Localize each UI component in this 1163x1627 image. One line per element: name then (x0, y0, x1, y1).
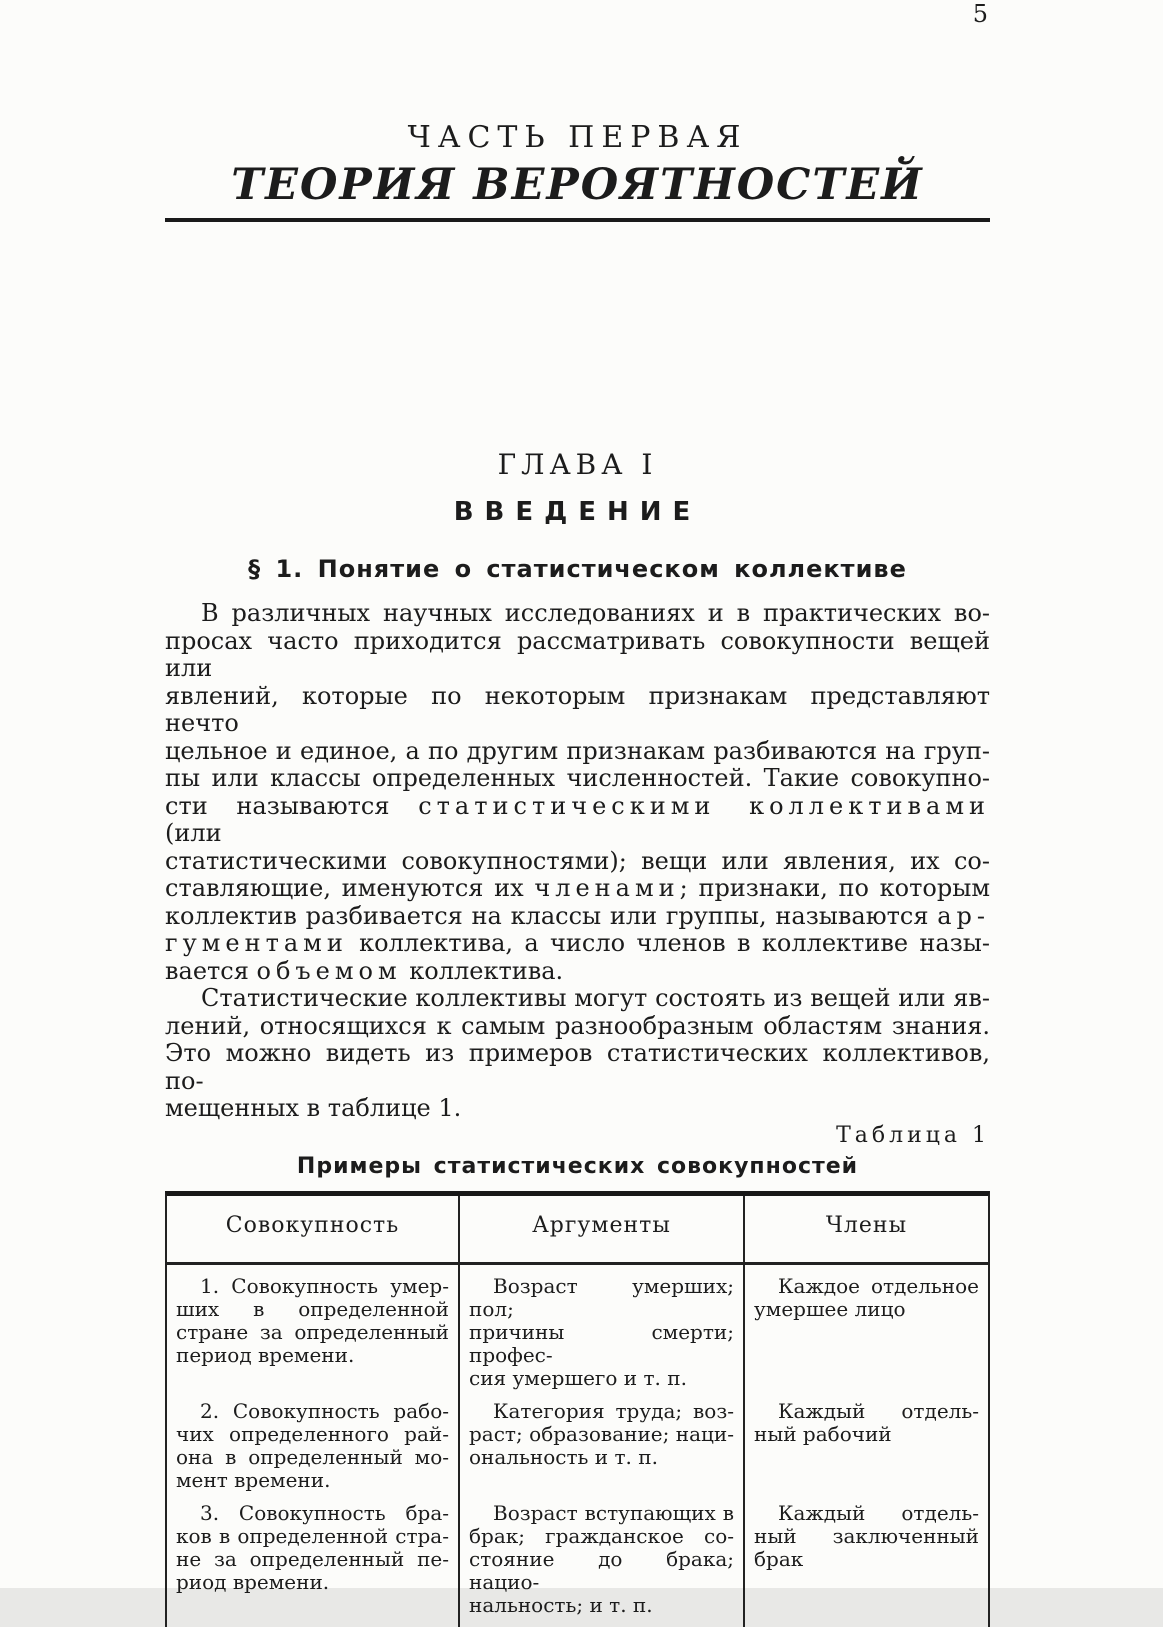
text-line: сти называются статистическими коллективами (или (165, 791, 990, 847)
table-header-cell: Совокупность (167, 1196, 460, 1265)
table-cell (460, 1492, 745, 1627)
text-line: раст; образование; наци- (469, 1421, 734, 1446)
text-line: стране за определенный (176, 1319, 449, 1344)
text-line: причины смерти; профес- (469, 1319, 734, 1367)
text-line: ный заключенный (754, 1523, 979, 1548)
text-line: 1. Совокупность умер- (200, 1273, 449, 1298)
text-line: коллектив разбивается на классы или группы, называются ар- (165, 901, 990, 930)
text-line: нальность; и т. п. (469, 1592, 653, 1617)
text-line: период времени. (176, 1342, 355, 1367)
text-line: мент времени. (176, 1467, 331, 1492)
text-line: Возраст вступающих в (493, 1500, 734, 1525)
text-line: не за определенный пе- (176, 1546, 449, 1571)
divider-rule (165, 218, 990, 222)
text-line: мещенных в таблице 1. (165, 1094, 462, 1122)
table-cell (167, 1492, 460, 1627)
text-line: просах часто приходится рассматривать совокупности вещей или (165, 626, 990, 682)
table-label: Таблица 1 (836, 1122, 990, 1148)
text-line: брак; гражданское со- (469, 1523, 734, 1548)
text-line: ков в определенной стра- (176, 1523, 449, 1548)
stat-table (165, 1191, 990, 1627)
table-cell (745, 1265, 988, 1390)
text-line: брак (754, 1546, 804, 1571)
paragraph (165, 985, 990, 1123)
chapter-heading: ГЛАВА I (497, 448, 658, 481)
text-line: пы или классы определенных численностей. Такие совокупно- (165, 764, 990, 792)
text-line: явлений, которые по некоторым признакам представляют нечто (165, 681, 990, 737)
text-line: ональность и т. п. (469, 1444, 658, 1469)
table-cell (167, 1265, 460, 1390)
page-content (165, 0, 990, 1627)
part-title: ТЕОРИЯ ВЕРОЯТНОСТЕЙ (231, 160, 924, 210)
table-caption: Примеры статистических совокупностей (296, 1153, 859, 1179)
part-heading: ЧАСТЬ ПЕРВАЯ (407, 120, 748, 155)
section-heading: § 1. Понятие о статистическом коллективе (248, 555, 907, 583)
text-line: Каждый отдель- (778, 1500, 979, 1525)
table-cell (745, 1390, 988, 1492)
text-line: 3. Совокупность бра- (200, 1500, 449, 1525)
table-cell (745, 1492, 988, 1627)
text-line: Каждое отдельное (778, 1273, 979, 1298)
table-cell (460, 1390, 745, 1492)
table-cell (460, 1265, 745, 1390)
text-line: Это можно видеть из примеров статистических коллективов, по- (165, 1039, 990, 1095)
text-line: Каждый отдель- (778, 1398, 979, 1423)
text-line: ших в определенной (176, 1296, 449, 1321)
text-line: статистическими совокупностями); вещи или явления, их со- (165, 846, 990, 875)
text-line: она в определенный мо- (176, 1444, 449, 1469)
text-line: цельное и единое, а по другим признакам разбиваются на груп- (165, 736, 990, 765)
table-cell (167, 1390, 460, 1492)
text-line: ный рабочий (754, 1421, 892, 1446)
table-header-cell: Члены (745, 1196, 988, 1265)
text-line: вается объемом коллектива. (165, 956, 564, 985)
table-header-cell: Аргументы (460, 1196, 745, 1265)
text-line: чих определенного рай- (176, 1421, 449, 1446)
text-line: Возраст умерших; пол; (469, 1273, 734, 1321)
text-line: стояние до брака; нацио- (469, 1546, 734, 1594)
page-number: 5 (972, 0, 988, 28)
text-line: В различных научных исследованиях и в практических во- (201, 599, 990, 627)
text-line: сия умершего и т. п. (469, 1365, 687, 1390)
paragraph (165, 600, 990, 985)
text-line: Статистические коллективы могут состоять из вещей или яв- (201, 984, 990, 1012)
text-line: умершее лицо (754, 1296, 906, 1321)
text-line: лений, относящихся к самым разнообразным областям знания. (165, 1011, 990, 1040)
text-line: Категория труда; воз- (493, 1398, 734, 1423)
text-line: риод времени. (176, 1569, 330, 1594)
text-line: ставляющие, именуются их членами; признаки, по которым (165, 874, 990, 902)
text-line: 2. Совокупность рабо- (200, 1398, 449, 1423)
body-paragraphs (165, 600, 990, 1123)
chapter-title: ВВЕДЕНИЕ (453, 497, 702, 527)
text-line: гументами коллектива, а число членов в коллективе назы- (165, 929, 990, 957)
